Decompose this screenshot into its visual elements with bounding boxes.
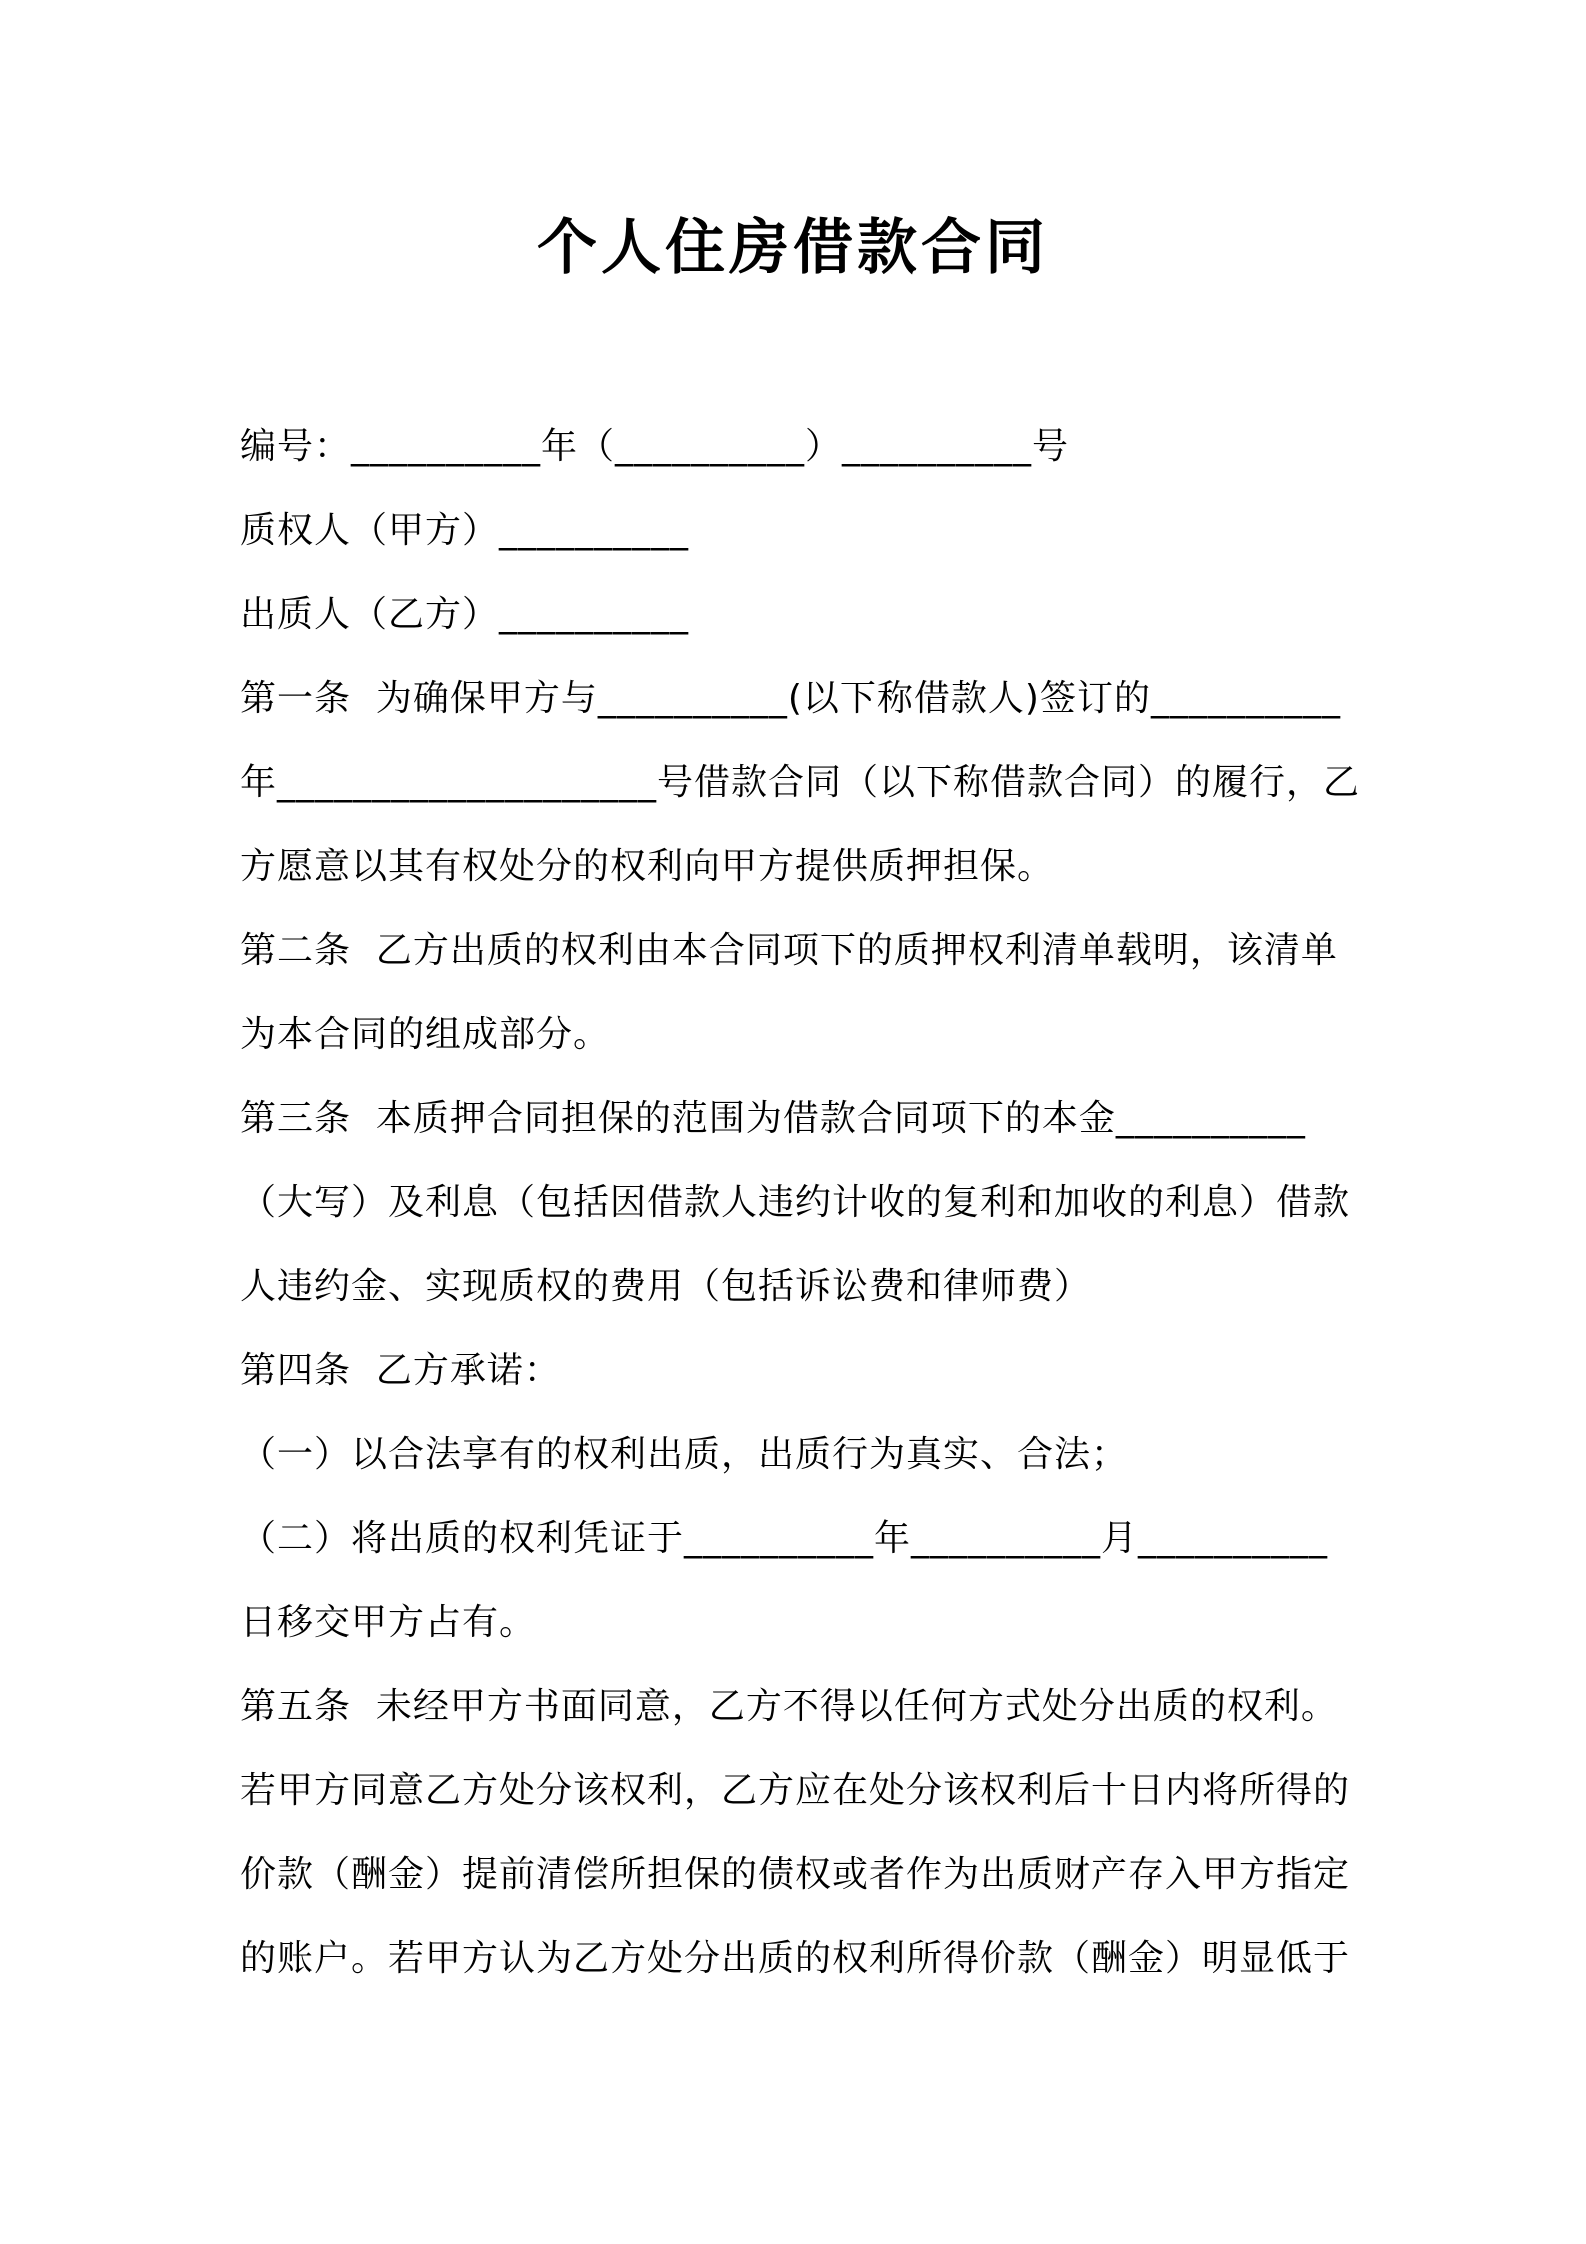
article-4-item-2-line-2: 日移交甲方占有。 — [240, 1602, 537, 1643]
article-5-line-3: 价款（酬金）提前清偿所担保的债权或者作为出质财产存入甲方指定 — [240, 1854, 1351, 1895]
article-4-item-1: （一）以合法享有的权利出质，出质行为真实、合法； — [240, 1434, 1129, 1475]
article-4-heading: 第四条 乙方承诺： — [240, 1350, 561, 1391]
pledgee-line: 质权人（甲方）__________ — [240, 510, 690, 551]
article-3-line-1: 第三条 本质押合同担保的范围为借款合同项下的本金__________ — [240, 1098, 1306, 1139]
article-1-line-1: 第一条 为确保甲方与__________(以下称借款人)签订的__________ — [240, 678, 1341, 719]
article-5-line-4: 的账户。若甲方认为乙方处分出质的权利所得价款（酬金）明显低于 — [240, 1938, 1351, 1979]
article-1-line-2: 年____________________号借款合同（以下称借款合同）的履行，乙 — [240, 762, 1361, 803]
article-1-line-3: 方愿意以其有权处分的权利向甲方提供质押担保。 — [240, 846, 1055, 887]
article-2-line-1: 第二条 乙方出质的权利由本合同项下的质押权利清单载明，该清单 — [240, 930, 1338, 971]
pledgor-line: 出质人（乙方）__________ — [240, 594, 690, 635]
document-title: 个人住房借款合同 — [537, 213, 1049, 283]
article-3-line-2: （大写）及利息（包括因借款人违约计收的复利和加收的利息）借款 — [240, 1182, 1351, 1223]
article-2-line-2: 为本合同的组成部分。 — [240, 1014, 611, 1055]
article-5-line-1: 第五条 未经甲方书面同意，乙方不得以任何方式处分出质的权利。 — [240, 1686, 1338, 1727]
article-5-line-2: 若甲方同意乙方处分该权利，乙方应在处分该权利后十日内将所得的 — [240, 1770, 1351, 1811]
contract-number-line: 编号：__________年（__________）__________号 — [240, 426, 1070, 467]
article-3-line-3: 人违约金、实现质权的费用（包括诉讼费和律师费） — [240, 1266, 1092, 1307]
article-4-item-2-line-1: （二）将出质的权利凭证于__________年__________月__________ — [240, 1518, 1329, 1559]
document-body — [240, 405, 1360, 2001]
